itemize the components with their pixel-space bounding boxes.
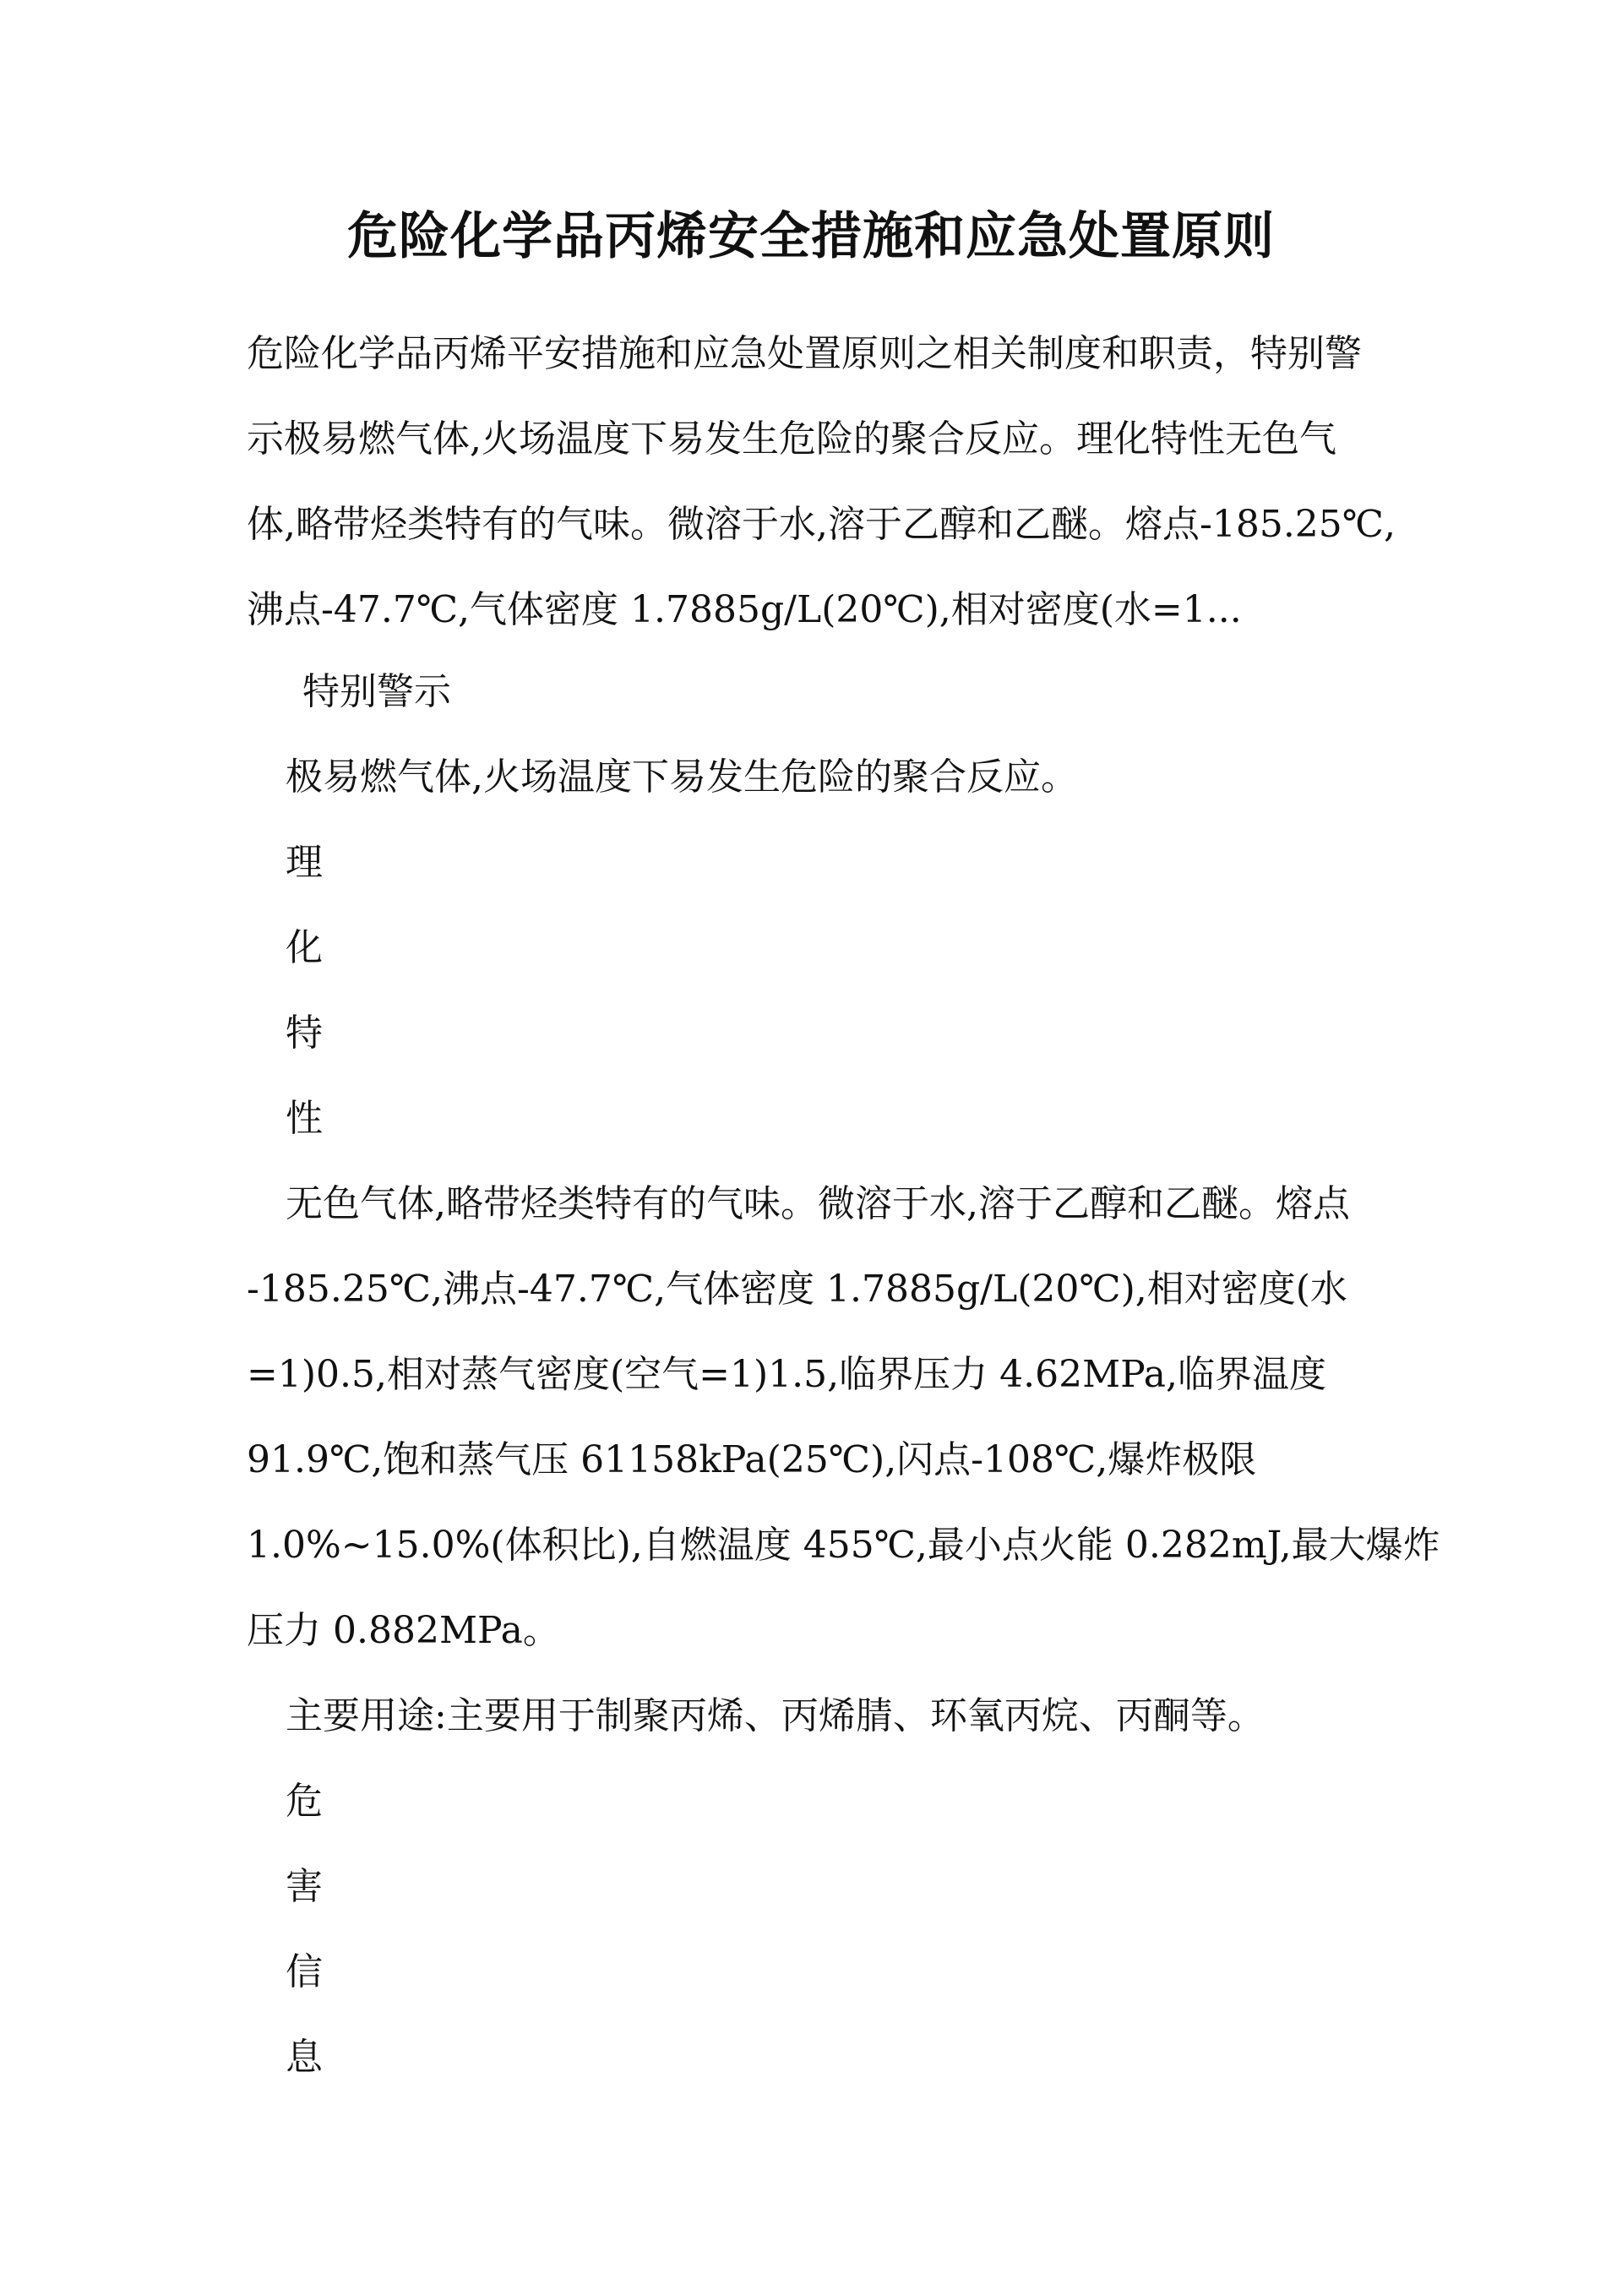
section-heading-char: 害 xyxy=(286,1865,323,1908)
section-heading-char: 化 xyxy=(286,926,323,969)
properties-line: 1.0%~15.0%(体积比),自燃温度 455℃,最小点火能 0.282mJ,最大爆炸 xyxy=(247,1524,1440,1567)
summary-line: 示极易燃气体,火场温度下易发生危险的聚合反应。理化特性无色气 xyxy=(247,417,1336,461)
summary-paragraph xyxy=(247,311,1396,652)
properties-line: =1)0.5,相对蒸气密度(空气=1)1.5,临界压力 4.62MPa,临界温度 xyxy=(247,1353,1326,1396)
properties-line: 91.9℃,饱和蒸气压 61158kPa(25℃),闪点-108℃,爆炸极限 xyxy=(247,1438,1257,1481)
summary-line: 体,略带烃类特有的气味。微溶于水,溶于乙醇和乙醚。熔点-185.25℃, xyxy=(247,503,1396,546)
section-heading-char: 性 xyxy=(286,1097,323,1140)
section-heading-char: 危 xyxy=(286,1780,323,1823)
section-heading-char: 息 xyxy=(286,2036,323,2079)
properties-line: 压力 0.882MPa。 xyxy=(247,1609,560,1652)
warning-text: 极易燃气体,火场温度下易发生危险的聚合反应。 xyxy=(286,755,1078,799)
summary-line: 沸点-47.7℃,气体密度 1.7885g/L(20℃),相对密度(水=1... xyxy=(247,588,1242,631)
section-heading-char: 特 xyxy=(286,1012,323,1055)
section-heading-char: 信 xyxy=(286,1950,323,1993)
document-title: 危险化学品丙烯安全措施和应急处置原则 xyxy=(347,207,1275,266)
properties-line: 无色气体,略带烃类特有的气味。微溶于水,溶于乙醇和乙醚。熔点 xyxy=(286,1182,1350,1225)
summary-line: 危险化学品丙烯平安措施和应急处置原则之相关制度和职责，特别警 xyxy=(247,332,1362,375)
usage-text: 主要用途:主要用于制聚丙烯、丙烯腈、环氧丙烷、丙酮等。 xyxy=(286,1694,1265,1737)
properties-paragraph xyxy=(247,1161,1440,1673)
properties-line: -185.25℃,沸点-47.7℃,气体密度 1.7885g/L(20℃),相对密度(水 xyxy=(247,1268,1347,1311)
warning-heading: 特别警示 xyxy=(302,670,451,713)
section-heading-char: 理 xyxy=(286,841,323,884)
